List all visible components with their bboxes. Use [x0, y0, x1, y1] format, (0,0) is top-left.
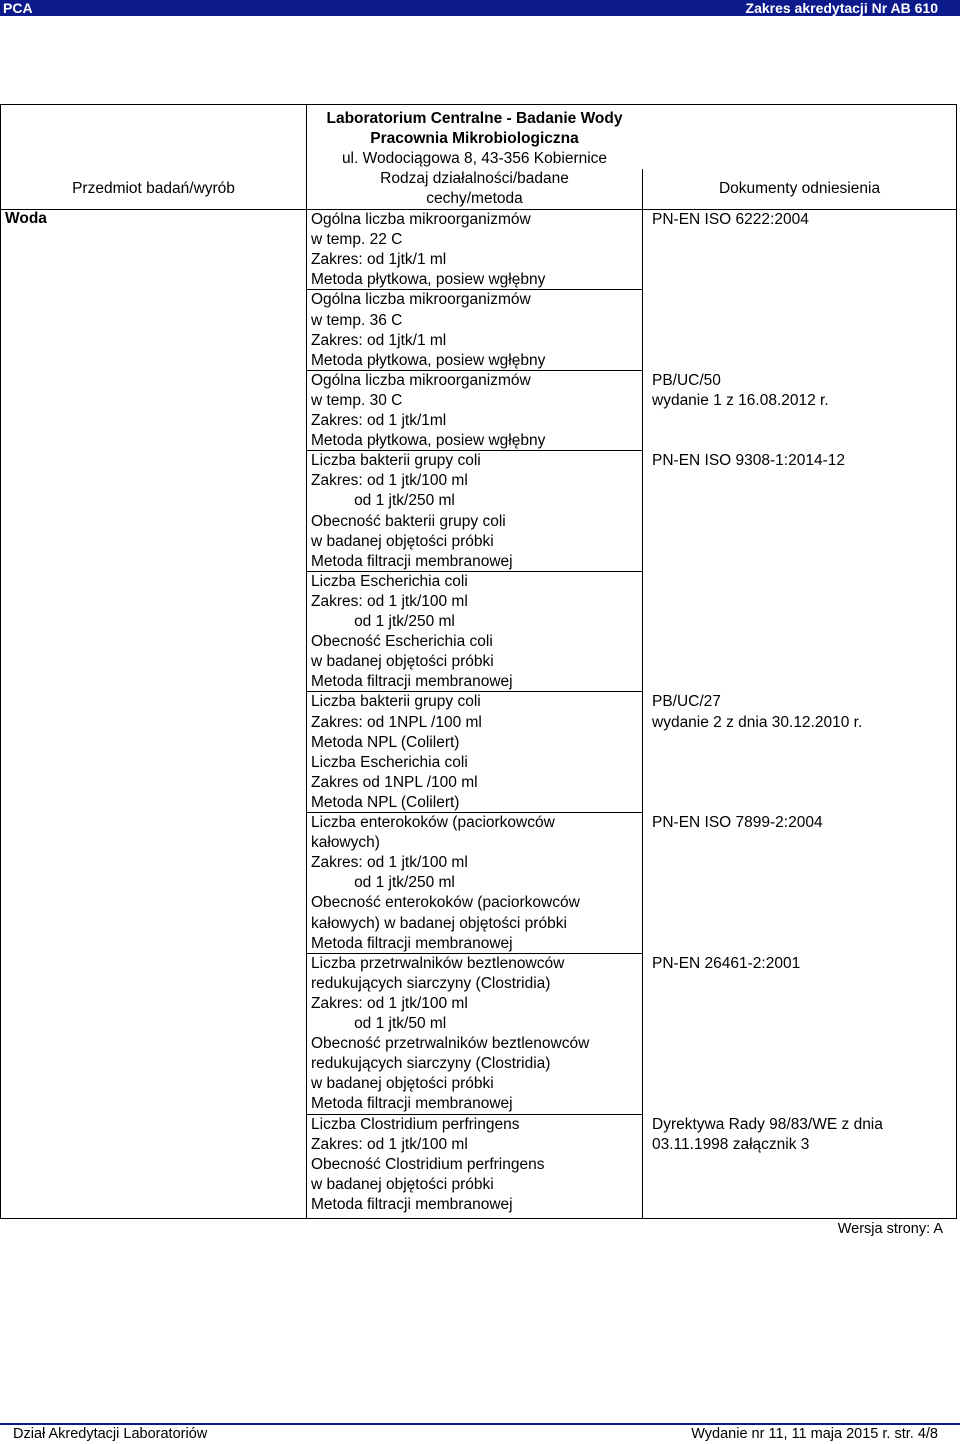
activity-line: od 1 jtk/250 ml [311, 874, 455, 892]
header-left: PCA [3, 0, 33, 16]
footer-left: Dział Akredytacji Laboratoriów [13, 1426, 208, 1442]
reference-document: 03.11.1998 załącznik 3 [652, 1135, 810, 1153]
top-header-bar [0, 0, 960, 16]
activity-line: Ogólna liczba mikroorganizmów [311, 291, 531, 309]
reference-document: PB/UC/27 [652, 693, 721, 711]
activity-line: w badanej objętości próbki [311, 1175, 494, 1193]
activity-line: Zakres: od 1 jtk/1ml [311, 412, 447, 429]
activity-line: Liczba przetrwalników beztlenowców [311, 954, 565, 972]
activity-line: Zakres: od 1 jtk/100 ml [311, 1135, 468, 1153]
activity-line: Obecność Escherichia coli [311, 633, 493, 651]
activity-line: Liczba enterokoków (paciorkowców [311, 814, 555, 831]
reference-document: PN-EN ISO 9308-1:2014-12 [652, 452, 845, 470]
activity-line: Metoda filtracji membranowej [311, 1195, 513, 1213]
reference-document: PN-EN ISO 6222:2004 [652, 211, 809, 228]
activity-line: Metoda filtracji membranowej [311, 673, 513, 691]
activity-line: od 1 jtk/250 ml [311, 613, 455, 630]
reference-document: wydanie 2 z dnia 30.12.2010 r. [652, 713, 863, 731]
activity-line: Metoda filtracji membranowej [311, 1095, 513, 1113]
activity-line: od 1 jtk/50 ml [311, 1015, 447, 1032]
activity-line: redukujących siarczyny (Clostridia) [311, 974, 551, 992]
activity-line: kałowych) [311, 834, 380, 852]
activity-line: w badanej objętości próbki [311, 653, 494, 671]
activity-line: Obecność enterokoków (paciorkowców [311, 894, 580, 912]
activity-line: Metoda płytkowa, posiew wgłębny [311, 351, 546, 369]
activity-line: Metoda NPL (Colilert) [311, 733, 460, 751]
activity-line: Metoda płytkowa, posiew wgłębny [311, 432, 546, 450]
activity-line: Liczba Escherichia coli [311, 572, 468, 590]
activity-line: w temp. 22 C [311, 231, 403, 249]
activity-line: Zakres: od 1 jtk/100 ml [311, 592, 468, 610]
lab-address: ul. Wodociągowa 8, 43-356 Kobiernice [341, 150, 608, 167]
reference-document: PN-EN 26461-2:2001 [652, 954, 801, 972]
object-cell: Woda [5, 210, 47, 227]
reference-document: PB/UC/50 [652, 371, 721, 389]
activity-line: Obecność Clostridium perfringens [311, 1155, 545, 1173]
lab-unit: Pracownia Mikrobiologiczna [370, 130, 579, 147]
activity-line: Metoda płytkowa, posiew wgłębny [311, 271, 546, 289]
activity-line: Metoda filtracji membranowej [311, 934, 513, 952]
column-header-object: Przedmiot badań/wyrób [72, 180, 235, 197]
activity-line: Zakres od 1NPL /100 ml [311, 773, 478, 791]
column-header-docs: Dokumenty odniesienia [718, 180, 881, 197]
header-right: Zakres akredytacji Nr AB 610 [745, 0, 938, 16]
activity-line: kałowych) w badanej objętości próbki [311, 914, 567, 932]
reference-document: PN-EN ISO 7899-2:2004 [652, 814, 823, 831]
activity-line: Liczba bakterii grupy coli [311, 693, 481, 711]
reference-document: Dyrektywa Rady 98/83/WE z dnia [652, 1115, 883, 1133]
activity-line: w badanej objętości próbki [311, 532, 494, 550]
activity-line: Zakres: od 1 jtk/100 ml [311, 994, 468, 1012]
activity-line: w temp. 30 C [311, 391, 403, 409]
footer-right: Wydanie nr 11, 11 maja 2015 r. str. 4/8 [691, 1426, 938, 1442]
activity-line: Metoda NPL (Colilert) [311, 793, 460, 811]
activity-line: Zakres: od 1 jtk/100 ml [311, 854, 468, 872]
activity-line: w temp. 36 C [311, 311, 403, 329]
activity-line: od 1 jtk/250 ml [311, 492, 455, 510]
activity-line: w badanej objętości próbki [311, 1075, 494, 1093]
activity-line: Liczba Clostridium perfringens [311, 1115, 520, 1133]
page-footer [0, 1423, 960, 1444]
activity-line: Zakres: od 1 jtk/100 ml [311, 472, 468, 490]
activity-line: Zakres: od 1jtk/1 ml [311, 251, 447, 269]
page-version: Wersja strony: A [837, 1221, 943, 1237]
activity-line: Zakres: od 1NPL /100 ml [311, 713, 482, 731]
lab-name: Laboratorium Centralne - Badanie Wody [326, 110, 623, 127]
activity-line: Liczba Escherichia coli [311, 753, 468, 771]
accreditation-table [0, 104, 957, 1219]
activity-line: Ogólna liczba mikroorganizmów [311, 211, 531, 228]
activity-line: Metoda filtracji membranowej [311, 552, 513, 570]
activity-line: Obecność bakterii grupy coli [311, 512, 506, 530]
column-header-activity-2: cechy/metoda [426, 190, 523, 207]
activity-line: redukujących siarczyny (Clostridia) [311, 1055, 551, 1073]
reference-document: wydanie 1 z 16.08.2012 r. [652, 391, 829, 409]
column-header-activity-1: Rodzaj działalności/badane [380, 170, 569, 187]
activity-line: Liczba bakterii grupy coli [311, 452, 481, 470]
activity-line: Obecność przetrwalników beztlenowców [311, 1035, 590, 1053]
activity-line: Ogólna liczba mikroorganizmów [311, 371, 531, 389]
activity-line: Zakres: od 1jtk/1 ml [311, 331, 447, 349]
